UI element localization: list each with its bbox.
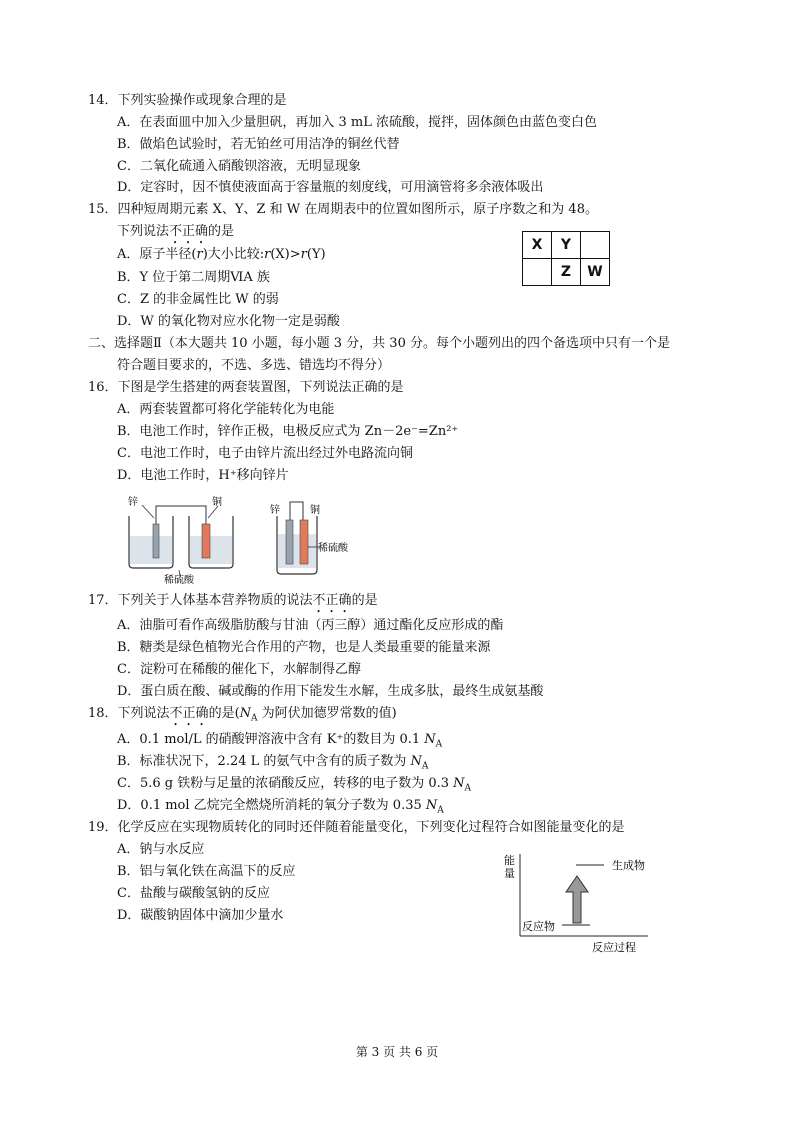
q16-option-a: A．两套装置都可将化学能转化为电能 — [117, 402, 335, 417]
energy-diagram — [500, 850, 670, 958]
q17-option-c: C．淀粉可在稀酸的催化下，水解制得乙醇 — [117, 662, 361, 677]
q18-option-b: B．标准状况下，2.24 L 的氨气中含有的质子数为 $N_A$ — [117, 754, 429, 772]
q14-option-b: B．做焰色试验时，若无铂丝可用洁净的铜丝代替 — [117, 137, 400, 152]
q14-option-d: D．定容时，因不慎使液面高于容量瓶的刻度线，可用滴管将多余液体吸出 — [117, 180, 544, 195]
q16-option-d: D．电池工作时，H⁺移向锌片 — [117, 468, 289, 483]
cell-w: W — [581, 259, 610, 286]
q18-option-c: C．5.6 g 铁粉与足量的浓硝酸反应，转移的电子数为 0.3 $N_A$ — [117, 776, 472, 794]
axis-label-process: 反应过程 — [592, 941, 636, 954]
q15-option-b: B．Y 位于第二周期ⅥA 族 — [117, 270, 270, 285]
label-products: 生成物 — [612, 859, 645, 872]
q19-option-a: A．钠与水反应 — [117, 842, 205, 857]
cell-empty — [581, 232, 610, 259]
q17-option-d: D．蛋白质在酸、碱或酶的作用下能发生水解，生成多肽，最终生成氨基酸 — [117, 684, 544, 699]
q16-stem: 16．下图是学生搭建的两套装置图，下列说法正确的是 — [88, 380, 404, 395]
q15-option-c: C．Z 的非金属性比 W 的弱 — [117, 292, 279, 307]
section-2-heading: 二、选择题Ⅱ（本大题共 10 小题，每小题 3 分，共 30 分。每个小题列出的四个备选项中只有一个是 — [88, 336, 670, 351]
q16-option-c: C．电池工作时，电子由锌片流出经过外电路流向铜 — [117, 446, 413, 461]
up-arrow-icon — [566, 876, 588, 923]
q14-option-c: C．二氧化硫通入硝酸钡溶液，无明显现象 — [117, 159, 361, 174]
label-copper: 铜 — [310, 505, 320, 516]
q17-stem: 17．下列关于人体基本营养物质的说法不正确的是 — [88, 593, 378, 608]
q19-option-b: B．铝与氧化铁在高温下的反应 — [117, 864, 296, 879]
cell-empty — [523, 259, 552, 286]
cell-y: Y — [552, 232, 581, 259]
q17-option-b: B．糖类是绿色植物光合作用的产物，也是人类最重要的能量来源 — [117, 640, 491, 655]
label-dilute-sulfuric-acid: 稀硫酸 — [164, 575, 194, 584]
q17-option-a: A．油脂可看作高级脂肪酸与甘油（丙三醇）通过酯化反应形成的酯 — [117, 618, 504, 633]
q15-subprompt: 下列说法不正确的是 — [117, 224, 235, 239]
page-number: 第 3 页 共 6 页 — [355, 1045, 439, 1059]
q14-option-a: A．在表面皿中加入少量胆矾，再加入 3 mL 浓硫酸，搅拌，固体颜色由蓝色变白色 — [117, 115, 598, 130]
q16-apparatus-figure — [120, 492, 360, 584]
cell-x: X — [523, 232, 552, 259]
axis-label-energy-2: 量 — [504, 867, 515, 880]
q15-stem: 15．四种短周期元素 X、Y、Z 和 W 在周期表中的位置如图所示，原子序数之和为 48。 — [88, 202, 598, 217]
label-zinc: 锌 — [128, 497, 138, 508]
q15-option-a: A．原子半径(r)大小比较:r(X)>r(Y) — [117, 247, 326, 262]
label-dilute-sulfuric-acid: 稀硫酸 — [318, 543, 348, 554]
label-reactants: 反应物 — [522, 920, 555, 933]
q19-option-d: D．碳酸钠固体中滴加少量水 — [117, 908, 284, 923]
axis-label-energy-1: 能 — [504, 854, 515, 867]
label-zinc: 锌 — [270, 505, 280, 516]
q14-stem: 14．下列实验操作或现象合理的是 — [88, 93, 287, 108]
cell-z: Z — [552, 259, 581, 286]
q18-option-d: D．0.1 mol 乙烷完全燃烧所消耗的氧分子数为 0.35 $N_A$ — [117, 798, 444, 816]
q19-option-c: C．盐酸与碳酸氢钠的反应 — [117, 886, 270, 901]
q15-option-d: D．W 的氧化物对应水化物一定是弱酸 — [117, 314, 340, 329]
q18-option-a: A．0.1 mol/L 的硝酸钾溶液中含有 K⁺的数目为 0.1 $N_A$ — [117, 732, 443, 750]
q19-stem: 19．化学反应在实现物质转化的同时还伴随着能量变化，下列变化过程符合如图能量变化的是 — [88, 820, 625, 835]
label-copper: 铜 — [212, 497, 222, 508]
q16-option-b: B．电池工作时，锌作正极，电极反应式为 Zn－2e⁻=Zn²⁺ — [117, 424, 459, 439]
periodic-table-fragment — [522, 231, 610, 286]
section-2-heading-cont: 符合题目要求的，不选、多选、错选均不得分） — [117, 358, 391, 373]
q18-stem: 18．下列说法不正确的是($N_A$ 为阿伏加德罗常数的值) — [88, 706, 397, 724]
